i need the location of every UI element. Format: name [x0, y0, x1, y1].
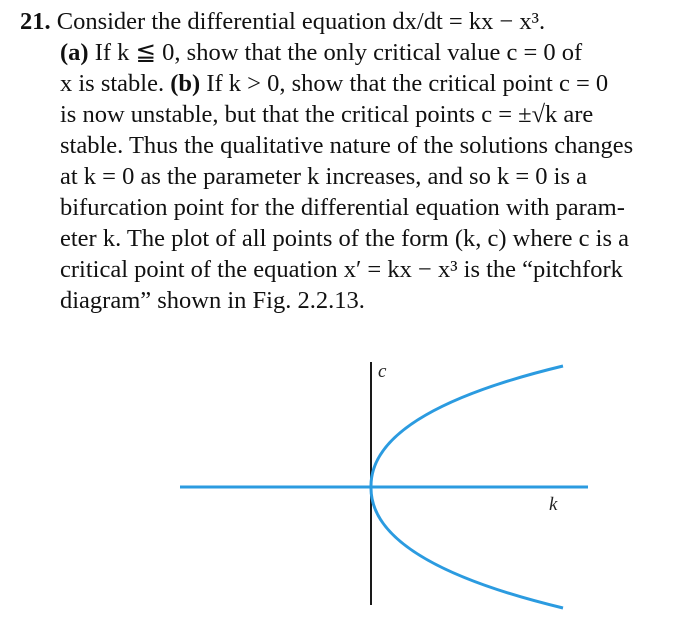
- problem-number: 21.: [20, 8, 51, 35]
- part-a-label: (a): [60, 39, 89, 66]
- problem-line-7: bifurcation point for the differential equation with param-: [60, 194, 625, 221]
- part-b-label: (b): [170, 70, 201, 97]
- k-axis-label: k: [549, 494, 558, 515]
- problem-line-6: at k = 0 as the parameter k increases, and so k = 0 is a: [60, 163, 587, 190]
- problem-text-line-3a: x is stable.: [60, 70, 171, 97]
- problem-text-line-1: Consider the differential equation dx/dt = kx − x³.: [56, 8, 546, 35]
- problem-text-line-2: If k ≦ 0, show that the only critical value c = 0 of: [88, 39, 583, 66]
- problem-line-4: is now unstable, but that the critical points c = ±√k are: [60, 101, 594, 128]
- problem-line-9: critical point of the equation x′ = kx − x³ is the “pitchfork: [60, 256, 623, 283]
- pitchfork-lower-branch: [371, 487, 563, 608]
- problem-text-line-3c: If k > 0, show that the critical point c = 0: [200, 70, 609, 97]
- problem-line-10: diagram” shown in Fig. 2.2.13.: [60, 287, 365, 314]
- problem-line-8: eter k. The plot of all points of the form (k, c) where c is a: [60, 225, 629, 252]
- problem-line-5: stable. Thus the qualitative nature of the solutions changes: [60, 132, 634, 159]
- pitchfork-upper-branch: [371, 366, 563, 487]
- c-axis-label: c: [378, 361, 387, 382]
